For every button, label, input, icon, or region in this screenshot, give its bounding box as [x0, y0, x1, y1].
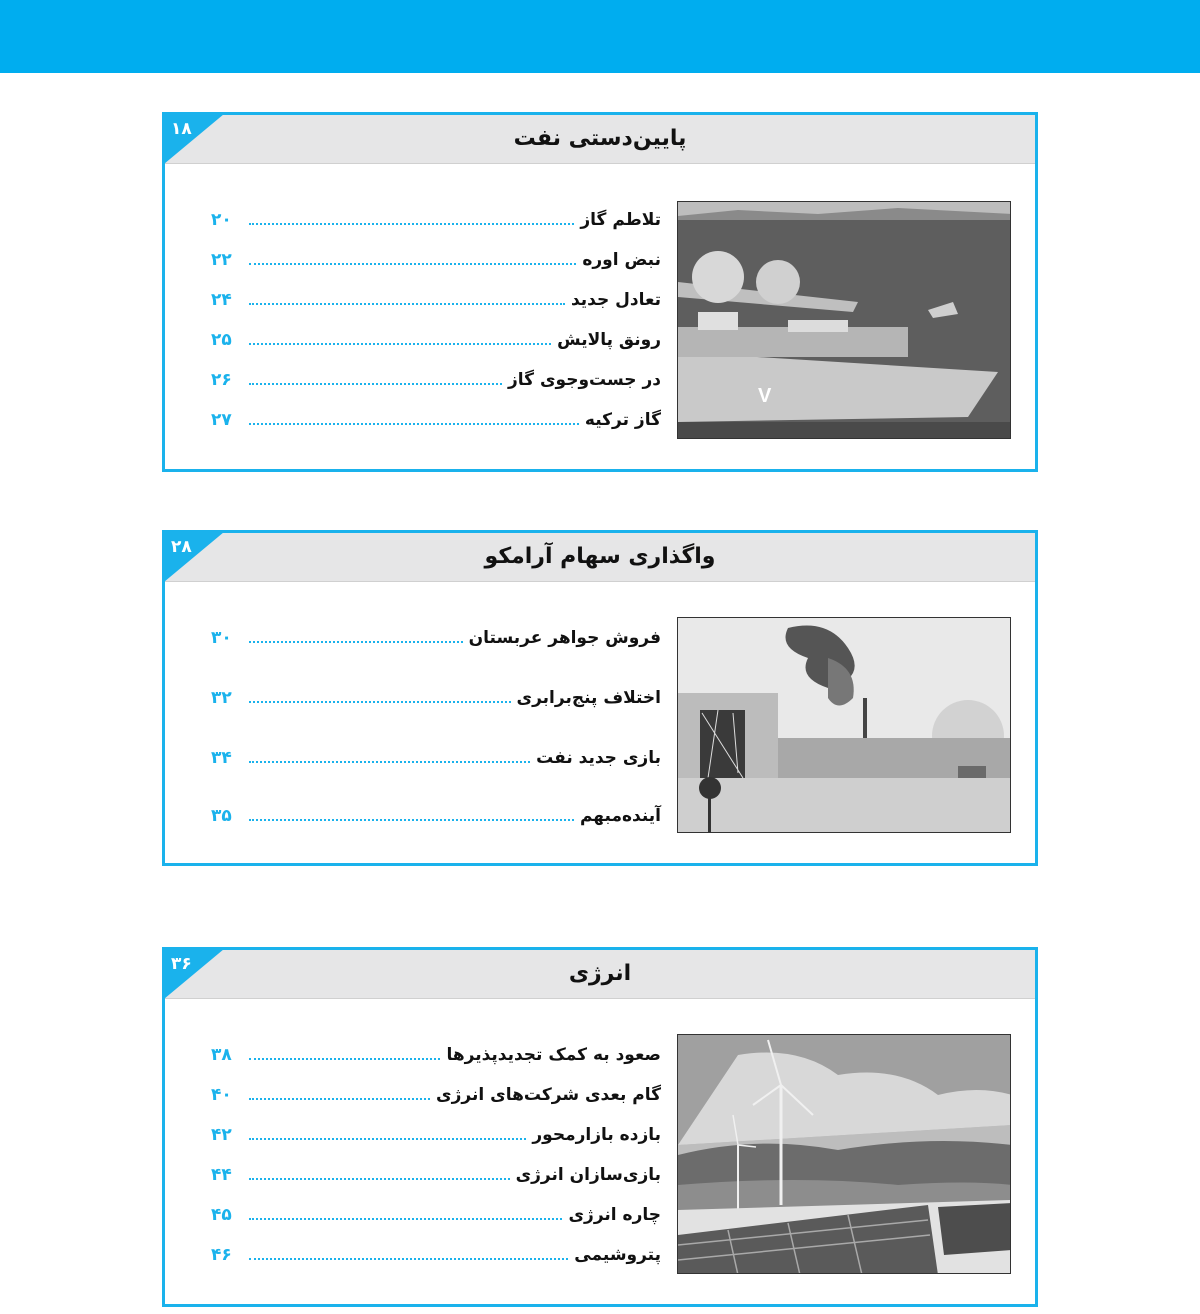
toc-item[interactable] — [211, 405, 661, 435]
toc-list — [211, 1040, 661, 1280]
wind-solar-farm-photo — [677, 1034, 1011, 1274]
section-title: پایین‌دستی نفت — [513, 126, 687, 151]
section-title: واگذاری سهام آرامکو — [484, 544, 716, 569]
toc-section-downstream — [162, 112, 1038, 472]
toc-leader-dots — [249, 1218, 562, 1220]
toc-item-page: ۴۲ — [211, 1125, 232, 1145]
toc-section-aramco — [162, 530, 1038, 866]
toc-leader-dots — [249, 1138, 526, 1140]
toc-item-title: تعادل جدید — [570, 290, 661, 310]
toc-item-title: بازده بازارمحور — [532, 1125, 661, 1145]
toc-item-page: ۴۵ — [211, 1205, 232, 1225]
toc-item-title: اختلاف پنج‌برابری — [516, 688, 661, 708]
toc-item-title: چاره انرژی — [568, 1205, 661, 1225]
toc-item-page: ۳۰ — [211, 628, 232, 648]
toc-item-title: رونق پالایش — [557, 330, 661, 350]
toc-item[interactable] — [211, 801, 661, 831]
toc-item-page: ۲۶ — [211, 370, 232, 390]
toc-leader-dots — [249, 761, 530, 763]
toc-leader-dots — [249, 383, 502, 385]
toc-item-page: ۲۲ — [211, 250, 232, 270]
toc-leader-dots — [249, 223, 574, 225]
toc-leader-dots — [249, 819, 574, 821]
section-page-number: ۳۶ — [171, 954, 192, 974]
toc-item[interactable] — [211, 205, 661, 235]
toc-item-title: آینده‌مبهم — [579, 806, 661, 826]
toc-item[interactable] — [211, 1240, 661, 1270]
toc-list — [211, 623, 661, 843]
toc-item-title: پتروشیمی — [574, 1245, 661, 1265]
toc-item-page: ۲۰ — [211, 210, 232, 230]
toc-item[interactable] — [211, 1080, 661, 1110]
toc-item-title: نبض اوره — [582, 250, 661, 270]
section-header — [165, 950, 1035, 999]
toc-leader-dots — [249, 1058, 440, 1060]
toc-item-page: ۲۷ — [211, 410, 232, 430]
lng-tanker-ships-photo — [677, 201, 1011, 439]
toc-item-page: ۴۰ — [211, 1085, 232, 1105]
section-page-number: ۲۸ — [171, 537, 192, 557]
toc-item-title: در جست‌وجوی گاز — [507, 370, 661, 390]
toc-item[interactable] — [211, 1120, 661, 1150]
toc-leader-dots — [249, 1178, 510, 1180]
toc-item[interactable] — [211, 1200, 661, 1230]
toc-leader-dots — [249, 423, 579, 425]
toc-item[interactable] — [211, 623, 661, 653]
toc-item[interactable] — [211, 743, 661, 773]
toc-item[interactable] — [211, 325, 661, 355]
toc-section-energy — [162, 947, 1038, 1307]
section-page-number: ۱۸ — [171, 119, 192, 139]
toc-item[interactable] — [211, 683, 661, 713]
toc-list — [211, 205, 661, 455]
toc-item-page: ۳۵ — [211, 806, 232, 826]
toc-item-title: تلاطم گاز — [580, 210, 661, 230]
toc-leader-dots — [249, 1098, 430, 1100]
toc-item-page: ۲۵ — [211, 330, 232, 350]
toc-item-title: فروش جواهر عربستان — [468, 628, 661, 648]
toc-item-page: ۳۲ — [211, 688, 232, 708]
toc-item-page: ۲۴ — [211, 290, 232, 310]
section-title: انرژی — [568, 961, 632, 986]
section-header — [165, 115, 1035, 164]
toc-item[interactable] — [211, 1040, 661, 1070]
toc-item-page: ۳۴ — [211, 748, 232, 768]
toc-item[interactable] — [211, 365, 661, 395]
toc-item-title: صعود به کمک تجدیدپذیرها — [446, 1045, 661, 1065]
toc-item-page: ۴۴ — [211, 1165, 232, 1185]
toc-item[interactable] — [211, 245, 661, 275]
toc-leader-dots — [249, 701, 511, 703]
section-header — [165, 533, 1035, 582]
toc-item-page: ۳۸ — [211, 1045, 232, 1065]
toc-leader-dots — [249, 1258, 568, 1260]
toc-item[interactable] — [211, 1160, 661, 1190]
toc-item-page: ۴۶ — [211, 1245, 232, 1265]
toc-item-title: گاز ترکیه — [584, 410, 661, 430]
toc-item[interactable] — [211, 285, 661, 315]
toc-leader-dots — [249, 343, 551, 345]
refinery-gas-sphere-photo — [677, 617, 1011, 833]
top-banner — [0, 0, 1200, 73]
svg-text:V: V — [758, 385, 772, 407]
toc-item-title: گام بعدی شرکت‌های انرژی — [436, 1085, 661, 1105]
toc-leader-dots — [249, 303, 565, 305]
toc-item-title: بازی‌سازان انرژی — [515, 1165, 661, 1185]
toc-leader-dots — [249, 641, 463, 643]
toc-item-title: بازی جدید نفت — [536, 748, 661, 768]
toc-leader-dots — [249, 263, 576, 265]
